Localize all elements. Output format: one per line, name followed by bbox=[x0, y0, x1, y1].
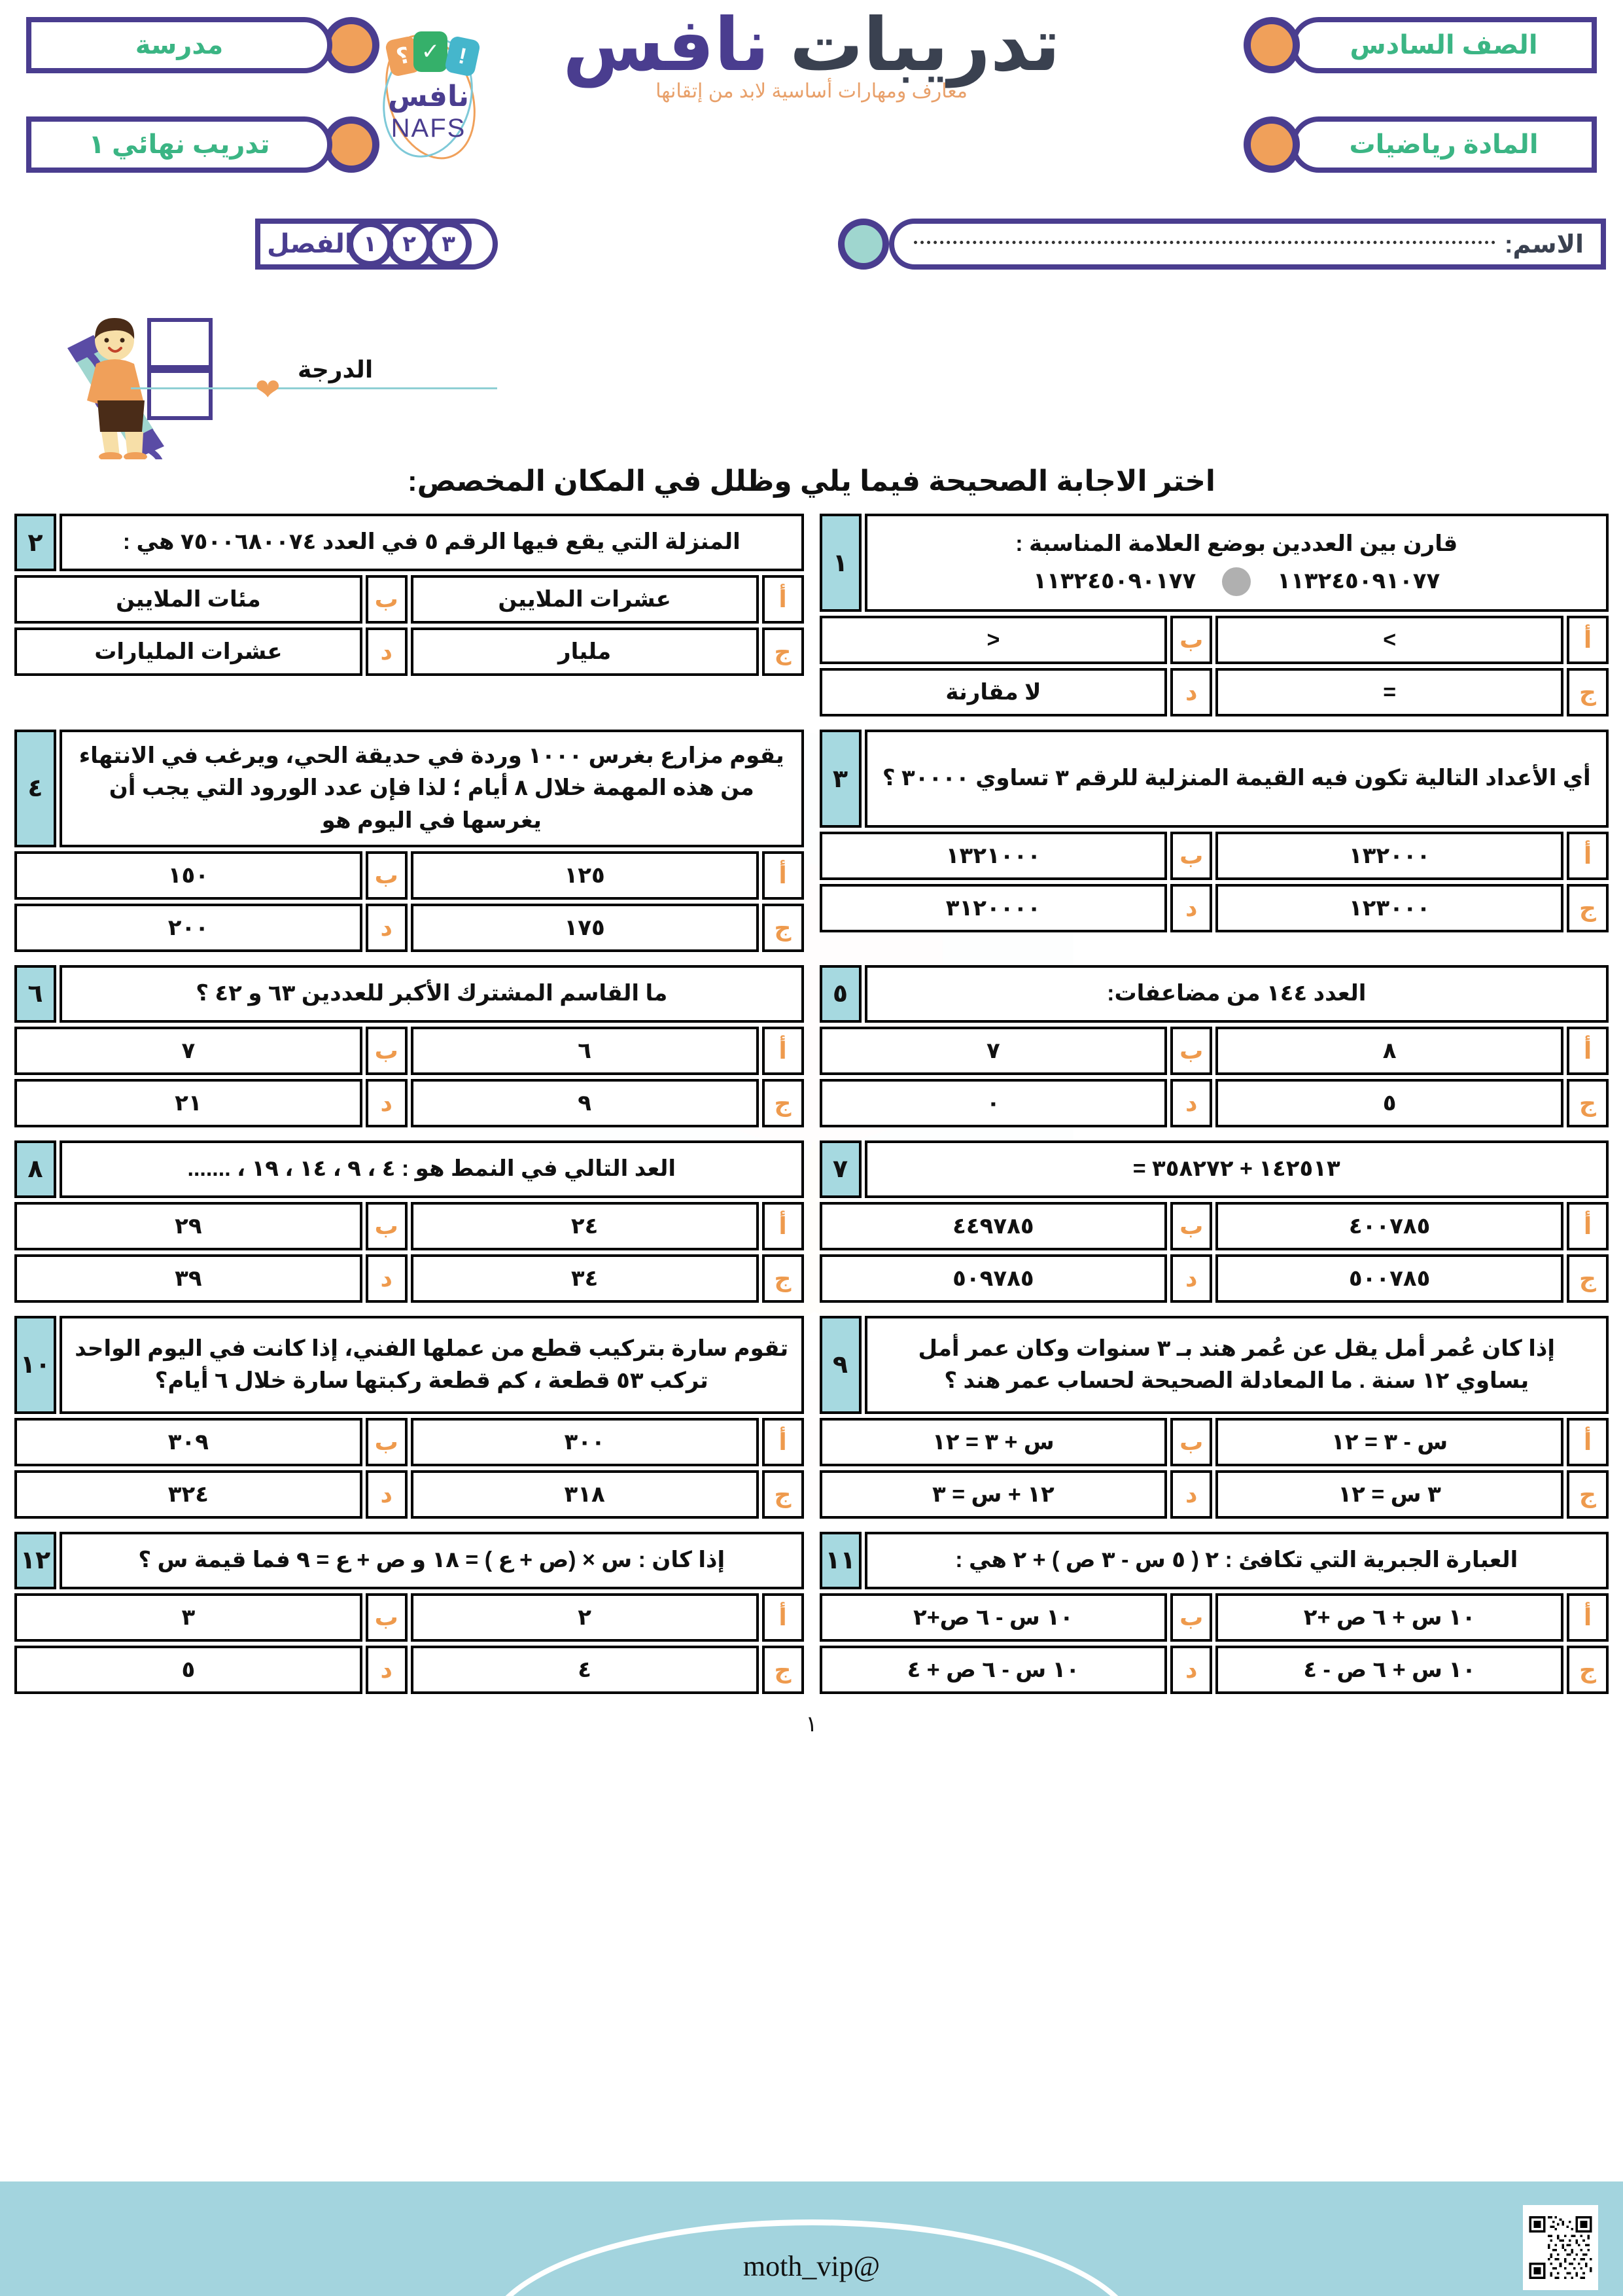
option-letter: ب bbox=[1170, 832, 1212, 880]
option-value: عشرات المليارات bbox=[14, 627, 362, 676]
question-10 bbox=[14, 1316, 804, 1519]
option-ج[interactable] bbox=[411, 627, 804, 676]
question-12 bbox=[14, 1532, 804, 1694]
option-value: ٢١ bbox=[14, 1079, 362, 1127]
option-ب[interactable] bbox=[820, 1202, 1213, 1250]
option-letter: ب bbox=[366, 1027, 408, 1075]
option-row bbox=[820, 1202, 1609, 1250]
option-value: ١٢٣٠٠٠ bbox=[1215, 884, 1563, 932]
option-أ[interactable] bbox=[1215, 832, 1609, 880]
option-letter: ج bbox=[762, 1254, 804, 1303]
question-mark-icon: ؟ bbox=[385, 35, 422, 77]
option-value: ١٣٢١٠٠٠ bbox=[820, 832, 1168, 880]
subject-field-cap bbox=[1244, 116, 1300, 173]
option-د[interactable] bbox=[14, 1646, 408, 1694]
option-row bbox=[14, 1418, 804, 1466]
option-letter: أ bbox=[762, 575, 804, 624]
option-ج[interactable] bbox=[411, 1079, 804, 1127]
option-value: ١٢ + س = ٣ bbox=[820, 1470, 1168, 1519]
option-letter: ج bbox=[1567, 1254, 1609, 1303]
option-row bbox=[14, 1470, 804, 1519]
option-value: ٣١٢٠٠٠٠ bbox=[820, 884, 1168, 932]
option-value: مليار bbox=[411, 627, 759, 676]
option-letter: أ bbox=[762, 1027, 804, 1075]
option-value: ٣٠٠ bbox=[411, 1418, 759, 1466]
option-ب[interactable] bbox=[14, 851, 408, 900]
chapter-selector[interactable] bbox=[255, 219, 498, 270]
option-letter: أ bbox=[762, 1202, 804, 1250]
checkmark-icon: ✓ bbox=[413, 31, 447, 72]
nafs-logo bbox=[383, 14, 474, 165]
question-11 bbox=[820, 1532, 1609, 1694]
option-value: عشرات الملايين bbox=[411, 575, 759, 624]
page-footer bbox=[0, 2181, 1623, 2296]
option-د[interactable] bbox=[820, 1254, 1213, 1303]
heart-icon: ❤ bbox=[255, 372, 281, 406]
option-د[interactable] bbox=[820, 1079, 1213, 1127]
question-stem: قارن بين العددين بوضع العلامة المناسبة : bbox=[1015, 531, 1458, 556]
option-value: ١٠ س + ٦ ص +٢ bbox=[1215, 1593, 1563, 1642]
option-ج[interactable] bbox=[411, 1254, 804, 1303]
option-أ[interactable] bbox=[1215, 1027, 1609, 1075]
option-ب[interactable] bbox=[820, 1593, 1213, 1642]
option-value: ٤ bbox=[411, 1646, 759, 1694]
chapter-number-2[interactable]: ٢ bbox=[387, 221, 432, 267]
option-value: س - ٣ = ١٢ bbox=[1215, 1418, 1563, 1466]
question-number: ٧ bbox=[820, 1140, 862, 1198]
question-number: ٩ bbox=[820, 1316, 862, 1414]
option-أ[interactable] bbox=[1215, 1593, 1609, 1642]
question-header bbox=[14, 965, 804, 1023]
question-header bbox=[14, 514, 804, 571]
option-letter: ج bbox=[762, 627, 804, 676]
option-value: ٥٠٩٧٨٥ bbox=[820, 1254, 1168, 1303]
comparison-row bbox=[1015, 565, 1457, 597]
question-7 bbox=[820, 1140, 1609, 1303]
option-value: ٣١٨ bbox=[411, 1470, 759, 1519]
title-block bbox=[485, 4, 1139, 103]
option-row bbox=[820, 1254, 1609, 1303]
option-row bbox=[820, 884, 1609, 932]
name-label: الاسم: bbox=[1504, 230, 1584, 258]
question-9 bbox=[820, 1316, 1609, 1519]
question-number: ١٢ bbox=[14, 1532, 56, 1589]
question-number: ٥ bbox=[820, 965, 862, 1023]
chapter-number-1[interactable]: ١ bbox=[347, 221, 393, 267]
option-row bbox=[14, 1079, 804, 1127]
question-number: ٢ bbox=[14, 514, 56, 571]
option-value: ١٧٥ bbox=[411, 904, 759, 952]
option-د[interactable] bbox=[14, 1254, 408, 1303]
page-title: تدريبات نافس bbox=[563, 4, 1060, 86]
option-أ[interactable] bbox=[411, 575, 804, 624]
option-أ[interactable] bbox=[411, 1202, 804, 1250]
option-letter: د bbox=[366, 1079, 408, 1127]
question-header bbox=[820, 965, 1609, 1023]
option-value: ٢ bbox=[411, 1593, 759, 1642]
grade-block bbox=[0, 291, 1623, 461]
grade-box-bottom[interactable] bbox=[147, 369, 213, 420]
option-row bbox=[14, 575, 804, 624]
question-8 bbox=[14, 1140, 804, 1303]
name-input-line[interactable] bbox=[914, 240, 1495, 244]
option-letter: ب bbox=[366, 1593, 408, 1642]
logo-english-name: NAFS bbox=[391, 114, 466, 143]
option-د[interactable] bbox=[820, 1646, 1213, 1694]
option-letter: د bbox=[1170, 1079, 1212, 1127]
option-value: لا مقارنة bbox=[820, 668, 1168, 716]
question-text: العدد ١٤٤ من مضاعفات: bbox=[865, 965, 1609, 1023]
option-row bbox=[14, 1646, 804, 1694]
option-أ[interactable] bbox=[1215, 616, 1609, 664]
option-ج[interactable] bbox=[1215, 1470, 1609, 1519]
option-letter: ج bbox=[1567, 1646, 1609, 1694]
option-value: ٣٢٤ bbox=[14, 1470, 362, 1519]
grade-boxes[interactable] bbox=[147, 318, 213, 420]
question-header bbox=[14, 1140, 804, 1198]
option-value: ٠ bbox=[820, 1079, 1168, 1127]
subject-label: المادة رياضيات bbox=[1349, 130, 1539, 159]
option-ج[interactable] bbox=[1215, 884, 1609, 932]
option-ج[interactable] bbox=[411, 904, 804, 952]
question-6 bbox=[14, 965, 804, 1127]
option-أ[interactable] bbox=[1215, 1202, 1609, 1250]
option-value: ٢٩ bbox=[14, 1202, 362, 1250]
option-value: ١٠ س - ٦ ص + ٤ bbox=[820, 1646, 1168, 1694]
option-letter: ج bbox=[762, 1646, 804, 1694]
chapter-number-3[interactable]: ٣ bbox=[426, 221, 472, 267]
option-letter: أ bbox=[762, 1593, 804, 1642]
option-د[interactable] bbox=[820, 1470, 1213, 1519]
option-row bbox=[820, 1027, 1609, 1075]
option-value: ١٠ س - ٦ ص+٢ bbox=[820, 1593, 1168, 1642]
question-3 bbox=[820, 730, 1609, 952]
question-text bbox=[865, 514, 1609, 612]
question-5 bbox=[820, 965, 1609, 1127]
option-letter: ج bbox=[1567, 884, 1609, 932]
option-letter: ب bbox=[366, 575, 408, 624]
option-value: ٥٠٠٧٨٥ bbox=[1215, 1254, 1563, 1303]
option-letter: أ bbox=[1567, 1202, 1609, 1250]
option-ب[interactable] bbox=[820, 1418, 1213, 1466]
exclamation-icon: ! bbox=[444, 35, 481, 77]
option-letter: ج bbox=[762, 1470, 804, 1519]
option-value: ١٢٥ bbox=[411, 851, 759, 900]
comparison-answer-bubble[interactable] bbox=[1222, 567, 1251, 596]
training-field[interactable] bbox=[26, 116, 379, 173]
compare-number-right: ١١٣٢٤٥٠٩١٠٧٧ bbox=[1277, 569, 1440, 593]
option-letter: د bbox=[366, 1470, 408, 1519]
option-ب[interactable] bbox=[820, 616, 1213, 664]
option-value: = bbox=[1215, 668, 1563, 716]
option-ج[interactable] bbox=[1215, 1646, 1609, 1694]
option-أ[interactable] bbox=[1215, 1418, 1609, 1466]
option-row bbox=[820, 616, 1609, 664]
option-أ[interactable] bbox=[411, 1027, 804, 1075]
question-header bbox=[820, 1140, 1609, 1198]
grade-box-label: الدرجة bbox=[298, 356, 374, 383]
option-row bbox=[14, 1027, 804, 1075]
option-letter: ب bbox=[1170, 1027, 1212, 1075]
name-chapter-row bbox=[0, 219, 1623, 291]
grade-field[interactable] bbox=[1244, 17, 1597, 73]
option-letter: أ bbox=[762, 1418, 804, 1466]
option-row bbox=[820, 668, 1609, 716]
question-text: العبارة الجبرية التي تكافئ : ٢ ( ٥ س - ٣ ص ) + ٢ هي : bbox=[865, 1532, 1609, 1589]
questions-grid bbox=[0, 514, 1623, 1694]
question-2 bbox=[14, 514, 804, 716]
option-row bbox=[820, 832, 1609, 880]
option-ج[interactable] bbox=[1215, 668, 1609, 716]
question-number: ١ bbox=[820, 514, 862, 612]
option-ب[interactable] bbox=[820, 832, 1213, 880]
name-field-cap bbox=[838, 219, 889, 270]
option-letter: ب bbox=[366, 1418, 408, 1466]
subject-field[interactable] bbox=[1244, 116, 1597, 173]
option-row bbox=[14, 1202, 804, 1250]
option-row bbox=[820, 1418, 1609, 1466]
option-ب[interactable] bbox=[14, 575, 408, 624]
option-value: ٢٠٠ bbox=[14, 904, 362, 952]
page-header bbox=[0, 0, 1623, 216]
option-letter: أ bbox=[1567, 616, 1609, 664]
option-row bbox=[14, 851, 804, 900]
option-row bbox=[820, 1079, 1609, 1127]
option-letter: ج bbox=[1567, 1079, 1609, 1127]
option-value: ١٣٢٠٠٠ bbox=[1215, 832, 1563, 880]
option-ج[interactable] bbox=[411, 1646, 804, 1694]
option-value: ٣٤ bbox=[411, 1254, 759, 1303]
option-د[interactable] bbox=[820, 884, 1213, 932]
option-letter: ب bbox=[1170, 1202, 1212, 1250]
option-letter: د bbox=[1170, 1254, 1212, 1303]
compare-number-left: ١١٣٢٤٥٠٩٠١٧٧ bbox=[1033, 569, 1196, 593]
option-د[interactable] bbox=[14, 627, 408, 676]
option-letter: أ bbox=[1567, 832, 1609, 880]
school-field[interactable] bbox=[26, 17, 379, 73]
chapter-label: الفصل bbox=[267, 230, 354, 258]
option-د[interactable] bbox=[14, 904, 408, 952]
page-subtitle: معارف ومهارات أساسية لابد من إتقانها bbox=[655, 80, 968, 102]
option-value: ١٥٠ bbox=[14, 851, 362, 900]
option-letter: أ bbox=[762, 851, 804, 900]
option-value: مئات الملايين bbox=[14, 575, 362, 624]
option-أ[interactable] bbox=[411, 851, 804, 900]
option-letter: ج bbox=[1567, 1470, 1609, 1519]
question-header bbox=[820, 1532, 1609, 1589]
option-value: < bbox=[820, 616, 1168, 664]
option-letter: د bbox=[366, 904, 408, 952]
option-ب[interactable] bbox=[14, 1418, 408, 1466]
option-د[interactable] bbox=[14, 1079, 408, 1127]
option-letter: د bbox=[1170, 1470, 1212, 1519]
option-value: ٨ bbox=[1215, 1027, 1563, 1075]
question-header bbox=[820, 1316, 1609, 1414]
option-letter: أ bbox=[1567, 1027, 1609, 1075]
option-letter: د bbox=[1170, 1646, 1212, 1694]
option-value: ٧ bbox=[14, 1027, 362, 1075]
option-letter: أ bbox=[1567, 1593, 1609, 1642]
school-label: مدرسة bbox=[135, 31, 224, 60]
question-4 bbox=[14, 730, 804, 952]
question-number: ٨ bbox=[14, 1140, 56, 1198]
question-1 bbox=[820, 514, 1609, 716]
chapter-number-group[interactable] bbox=[354, 221, 472, 267]
option-value: س + ٣ = ١٢ bbox=[820, 1418, 1168, 1466]
option-letter: ب bbox=[1170, 616, 1212, 664]
question-text: يقوم مزارع بغرس ١٠٠٠ وردة في حديقة الحي، ويرغب في الانتهاء من هذه المهمة خلال ٨ أيام ؛ لذا فإن عدد الورود التي يجب أن يغرسها في اليوم هو bbox=[60, 730, 804, 847]
question-number: ١٠ bbox=[14, 1316, 56, 1414]
option-ج[interactable] bbox=[411, 1470, 804, 1519]
option-value: ٢٤ bbox=[411, 1202, 759, 1250]
option-أ[interactable] bbox=[411, 1418, 804, 1466]
question-text: العد التالي في النمط هو : ٤ ، ٩ ، ١٤ ، ١٩ ، ....... bbox=[60, 1140, 804, 1198]
option-row bbox=[820, 1470, 1609, 1519]
question-text: أي الأعداد التالية تكون فيه القيمة المنزلية للرقم ٣ تساوي ٣٠٠٠٠ ؟ bbox=[865, 730, 1609, 828]
qr-code-icon[interactable] bbox=[1523, 2205, 1598, 2290]
question-header bbox=[820, 730, 1609, 828]
option-letter: ج bbox=[762, 904, 804, 952]
option-value: ٧ bbox=[820, 1027, 1168, 1075]
option-value: ٤٤٩٧٨٥ bbox=[820, 1202, 1168, 1250]
grade-box-top[interactable] bbox=[147, 318, 213, 369]
option-letter: ب bbox=[1170, 1418, 1212, 1466]
question-number: ٤ bbox=[14, 730, 56, 847]
question-text: المنزلة التي يقع فيها الرقم ٥ في العدد ٧٥٠٠٦٨٠٠٧٤ هي : bbox=[60, 514, 804, 571]
question-text: إذا كان : س × (ص + ع ) = ١٨ و ص + ع = ٩ فما قيمة س ؟ bbox=[60, 1532, 804, 1589]
option-value: ٥ bbox=[1215, 1079, 1563, 1127]
option-letter: د bbox=[1170, 668, 1212, 716]
grade-divider-line bbox=[131, 387, 497, 389]
option-row bbox=[820, 1593, 1609, 1642]
question-header bbox=[14, 1316, 804, 1414]
option-value: ٣ س = ١٢ bbox=[1215, 1470, 1563, 1519]
option-row bbox=[820, 1646, 1609, 1694]
question-text: ١٤٢٥١٣ + ٣٥٨٢٧٢ = bbox=[865, 1140, 1609, 1198]
option-د[interactable] bbox=[820, 668, 1213, 716]
option-letter: د bbox=[366, 627, 408, 676]
question-number: ٦ bbox=[14, 965, 56, 1023]
option-letter: د bbox=[366, 1254, 408, 1303]
option-letter: د bbox=[1170, 884, 1212, 932]
option-ج[interactable] bbox=[1215, 1254, 1609, 1303]
option-row bbox=[14, 904, 804, 952]
option-value: ٣٩ bbox=[14, 1254, 362, 1303]
option-letter: ب bbox=[1170, 1593, 1212, 1642]
question-text: إذا كان عُمر أمل يقل عن عُمر هند بـ ٣ سنوات وكان عمر أمل يساوي ١٢ سنة . ما المعادلة الصحيحة لحساب عمر هند ؟ bbox=[865, 1316, 1609, 1414]
training-label: تدريب نهائي ١ bbox=[88, 130, 270, 159]
option-letter: ج bbox=[1567, 668, 1609, 716]
option-value: ٥ bbox=[14, 1646, 362, 1694]
option-ب[interactable] bbox=[14, 1027, 408, 1075]
instruction-text: اختر الاجابة الصحيحة فيما يلي وظلل في المكان المخصص: bbox=[408, 465, 1215, 497]
option-row bbox=[14, 1254, 804, 1303]
option-value: > bbox=[1215, 616, 1563, 664]
option-value: ٤٠٠٧٨٥ bbox=[1215, 1202, 1563, 1250]
option-letter: د bbox=[366, 1646, 408, 1694]
logo-arabic-name: نافس bbox=[387, 80, 470, 113]
option-ب[interactable] bbox=[820, 1027, 1213, 1075]
page-number: ١ bbox=[805, 1711, 818, 1737]
grade-label: الصف السادس bbox=[1350, 31, 1538, 60]
question-header bbox=[820, 514, 1609, 612]
option-letter: ب bbox=[366, 1202, 408, 1250]
student-name-field[interactable] bbox=[838, 219, 1597, 270]
option-ب[interactable] bbox=[14, 1202, 408, 1250]
question-number: ١١ bbox=[820, 1532, 862, 1589]
option-أ[interactable] bbox=[411, 1593, 804, 1642]
option-letter: أ bbox=[1567, 1418, 1609, 1466]
option-ب[interactable] bbox=[14, 1593, 408, 1642]
question-text: ما القاسم المشترك الأكبر للعددين ٦٣ و ٤٢ ؟ bbox=[60, 965, 804, 1023]
option-value: ٩ bbox=[411, 1079, 759, 1127]
question-header bbox=[14, 730, 804, 847]
option-value: ٣٠٩ bbox=[14, 1418, 362, 1466]
grade-field-cap bbox=[1244, 17, 1300, 73]
option-row bbox=[14, 1593, 804, 1642]
option-letter: ب bbox=[366, 851, 408, 900]
social-handle[interactable]: @moth_vip bbox=[742, 2250, 881, 2282]
question-header bbox=[14, 1532, 804, 1589]
option-letter: ج bbox=[762, 1079, 804, 1127]
option-row bbox=[14, 627, 804, 676]
option-ج[interactable] bbox=[1215, 1079, 1609, 1127]
option-value: ١٠ س + ٦ ص - ٤ bbox=[1215, 1646, 1563, 1694]
option-value: ٦ bbox=[411, 1027, 759, 1075]
question-number: ٣ bbox=[820, 730, 862, 828]
question-text: تقوم سارة بتركيب قطع من عملها الفني، إذا كانت في اليوم الواحد تركب ٥٣ قطعة ، كم قطعة ركبتها سارة خلال ٦ أيام؟ bbox=[60, 1316, 804, 1414]
option-د[interactable] bbox=[14, 1470, 408, 1519]
option-value: ٣ bbox=[14, 1593, 362, 1642]
